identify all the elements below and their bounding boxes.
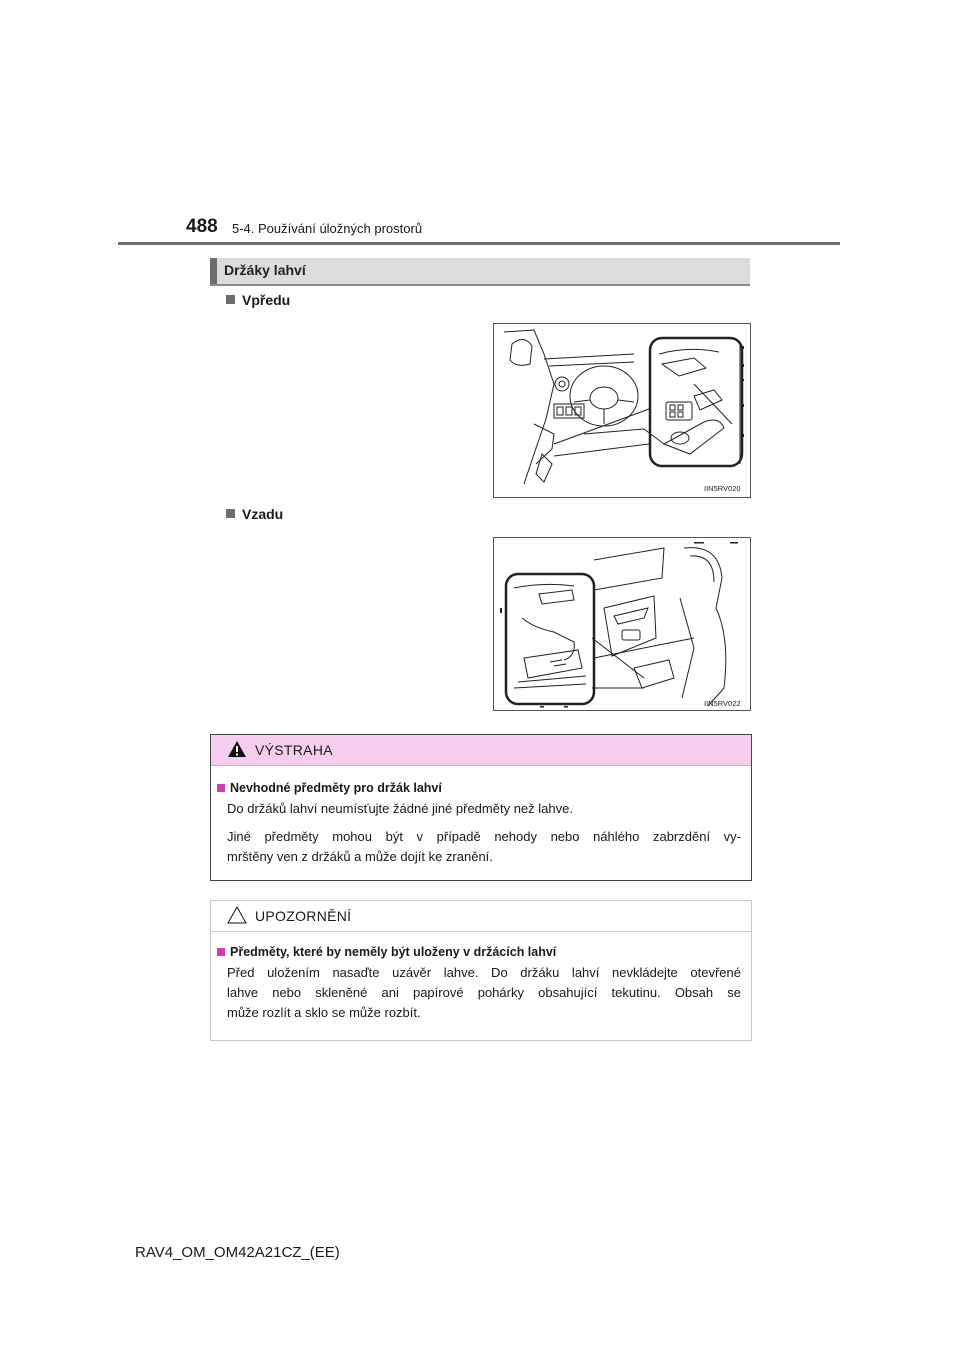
warning-triangle-icon [227, 740, 247, 758]
caution-item-title [217, 945, 556, 959]
subheading-rear-label: Vzadu [242, 506, 284, 522]
warning-item-title-text: Nevhodné předměty pro držák lahví [230, 781, 442, 795]
section-heading [210, 258, 750, 286]
warning-paragraph-2-line-1: Jiné předměty mohou být v případě nehody nebo náhlého zabrzdění vy- [227, 829, 741, 844]
warning-paragraph-1: Do držáků lahví neumísťujte žádné jiné předměty než lahve. [227, 801, 573, 816]
warning-label: VÝSTRAHA [255, 742, 333, 758]
figure-rear-bottle-holder [493, 537, 751, 711]
caution-label: UPOZORNĚNÍ [255, 908, 352, 924]
section-title: Držáky lahví [224, 262, 306, 278]
caution-paragraph-line-2: lahve nebo skleněné ani papírové pohárky obsahující tekutinu. Obsah se [227, 985, 741, 1000]
section-accent [210, 258, 217, 284]
subheading-front [226, 292, 290, 308]
document-id: RAV4_OM_OM42A21CZ_(EE) [135, 1244, 340, 1261]
figure-code-front: IIN5RV020 [704, 484, 741, 493]
figure-front-bottle-holder [493, 323, 751, 498]
caution-box [210, 900, 752, 1041]
warning-box [210, 734, 752, 881]
pink-square-bullet-icon [217, 948, 225, 956]
caution-triangle-icon [227, 906, 247, 924]
caution-paragraph-line-1: Před uložením nasaďte uzávěr lahve. Do držáku lahví nevkládejte otevřené [227, 965, 741, 980]
figure-code-rear: IIN5RV022 [704, 699, 741, 708]
square-bullet-icon [226, 295, 235, 304]
front-door-illustration [494, 324, 750, 497]
chapter-title: 5-4. Používání úložných prostorů [232, 221, 423, 236]
warning-item-title [217, 781, 442, 795]
rear-door-illustration [494, 538, 750, 710]
warning-paragraph-2-line-2: mrštěny ven z držáků a může dojít ke zranění. [227, 849, 493, 864]
subheading-front-label: Vpředu [242, 292, 291, 308]
pink-square-bullet-icon [217, 784, 225, 792]
caution-paragraph-line-3: může rozlít a sklo se může rozbít. [227, 1005, 421, 1020]
caution-header [211, 901, 751, 932]
square-bullet-icon [226, 509, 235, 518]
header-rule [118, 242, 840, 245]
subheading-rear [226, 506, 283, 522]
caution-item-title-text: Předměty, které by neměly být uloženy v držácích lahví [230, 945, 557, 959]
page-number: 488 [186, 216, 218, 237]
warning-header [211, 735, 751, 766]
